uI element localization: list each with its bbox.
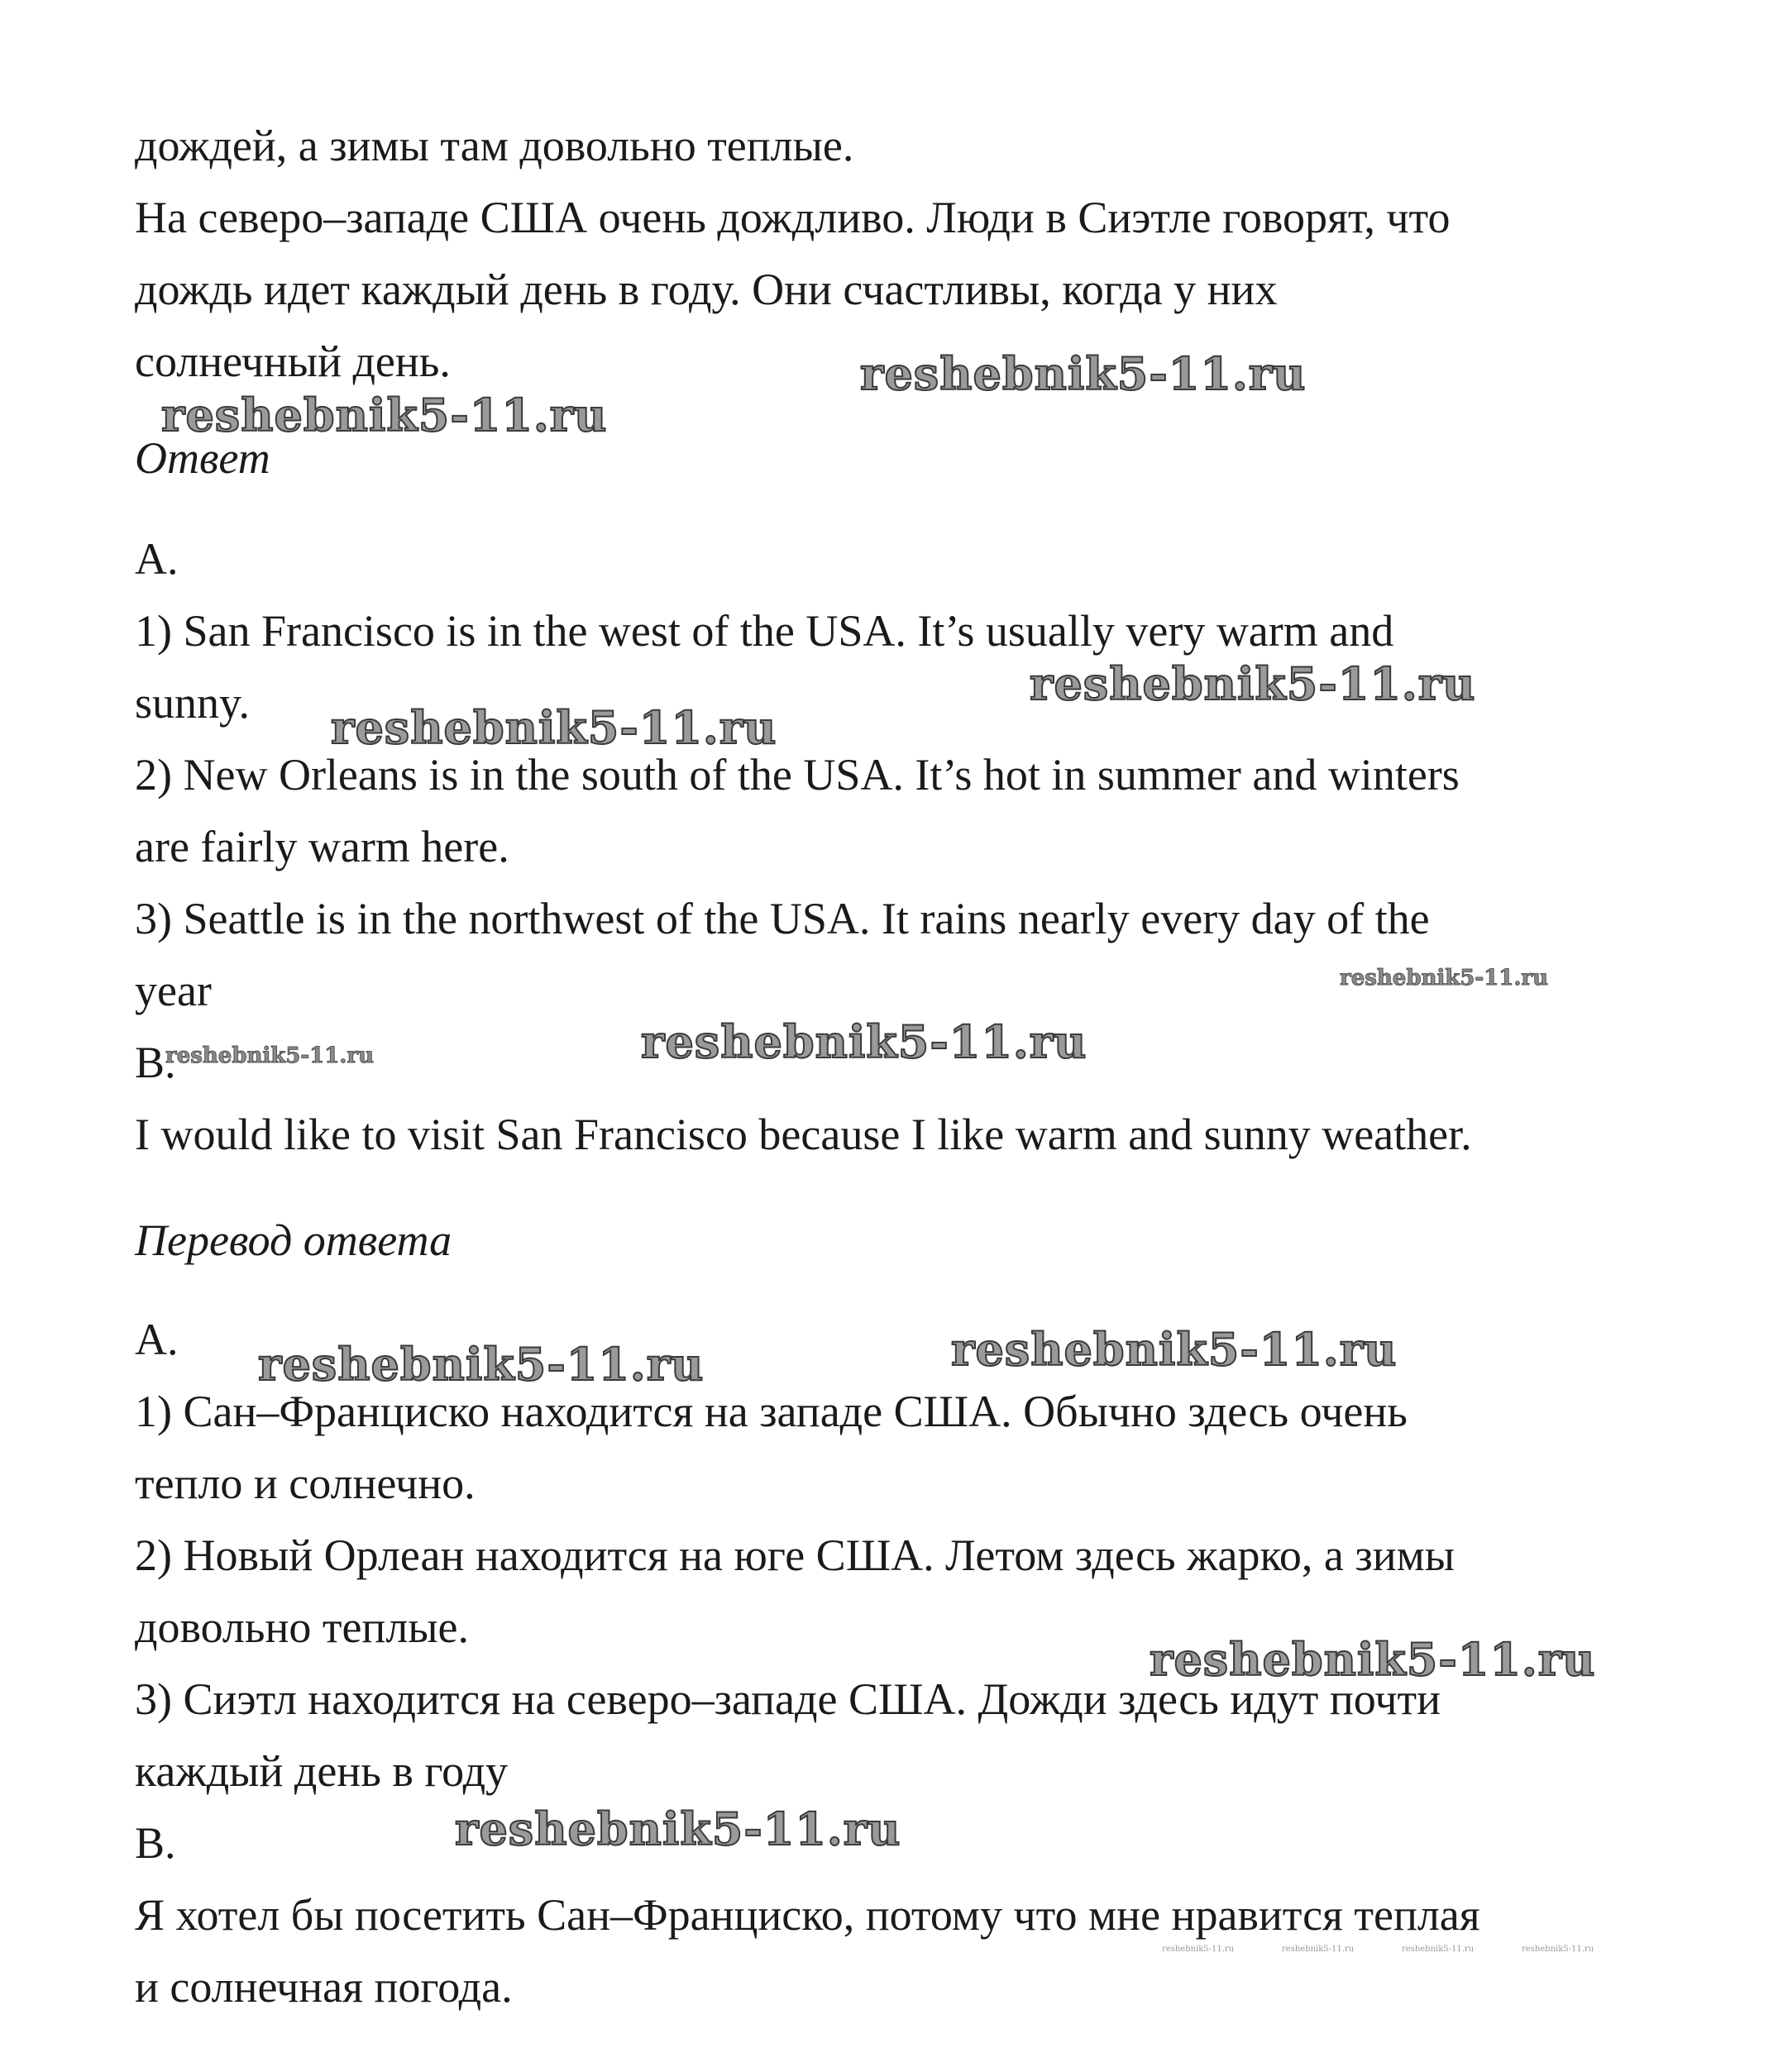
watermark: reshebnik5-11.ru xyxy=(641,1015,1087,1068)
text-line: дождей, а зимы там довольно теплые. xyxy=(135,121,854,170)
answer-heading: Ответ xyxy=(135,433,270,483)
watermark: reshebnik5-11.ru xyxy=(1162,1945,1235,1954)
translation-b-line: и солнечная погода. xyxy=(135,1962,513,2012)
watermark: reshebnik5-11.ru xyxy=(1522,1945,1594,1954)
answer-line: sunny. xyxy=(135,678,251,728)
answer-line: 1) San Francisco is in the west of the USA. It’s usually very warm and xyxy=(135,606,1394,656)
answer-line: 2) New Orleans is in the south of the USA. It’s hot in summer and winters xyxy=(135,750,1460,800)
watermark: reshebnik5-11.ru xyxy=(331,701,777,754)
watermark: reshebnik5-11.ru xyxy=(1402,1945,1475,1954)
translation-b-line: Я хотел бы посетить Сан–Франциско, потому что мне нравится теплая xyxy=(135,1890,1480,1940)
watermark: reshebnik5-11.ru xyxy=(258,1338,705,1391)
text-line: На северо–западе США очень дождливо. Люди в Сиэтле говорят, что xyxy=(135,193,1451,242)
answer-line: year xyxy=(135,966,212,1015)
watermark: reshebnik5-11.ru xyxy=(1030,657,1476,710)
answer-b-text: I would like to visit San Francisco because I like warm and sunny weather. xyxy=(135,1110,1472,1159)
watermark: reshebnik5-11.ru xyxy=(165,1043,375,1068)
answer-line: are fairly warm here. xyxy=(135,822,509,871)
watermark: reshebnik5-11.ru xyxy=(161,389,608,442)
translation-section-a: A. xyxy=(135,1315,179,1364)
translation-line: 1) Сан–Франциско находится на западе США. Обычно здесь очень xyxy=(135,1387,1408,1436)
watermark: reshebnik5-11.ru xyxy=(455,1802,901,1855)
watermark: reshebnik5-11.ru xyxy=(1150,1633,1596,1686)
translation-line: тепло и солнечно. xyxy=(135,1459,476,1508)
watermark: reshebnik5-11.ru xyxy=(1340,966,1549,991)
watermark: reshebnik5-11.ru xyxy=(1282,1945,1355,1954)
text-line: дождь идет каждый день в году. Они счастливы, когда у них xyxy=(135,265,1278,314)
translation-line: 3) Сиэтл находится на северо–западе США. Дожди здесь идут почти xyxy=(135,1674,1441,1724)
answer-line: 3) Seattle is in the northwest of the USA. It rains nearly every day of the xyxy=(135,894,1430,943)
watermark: reshebnik5-11.ru xyxy=(860,347,1307,400)
translation-line: каждый день в году xyxy=(135,1746,509,1796)
translation-line: довольно теплые. xyxy=(135,1602,470,1652)
answer-section-b: B. xyxy=(135,1038,176,1087)
translation-section-b: B. xyxy=(135,1818,176,1868)
translation-line: 2) Новый Орлеан находится на юге США. Летом здесь жарко, а зимы xyxy=(135,1530,1456,1580)
answer-section-a: A. xyxy=(135,534,179,584)
text-line: солнечный день. xyxy=(135,337,451,386)
watermark: reshebnik5-11.ru xyxy=(951,1323,1398,1376)
translation-heading: Перевод ответа xyxy=(135,1215,452,1265)
